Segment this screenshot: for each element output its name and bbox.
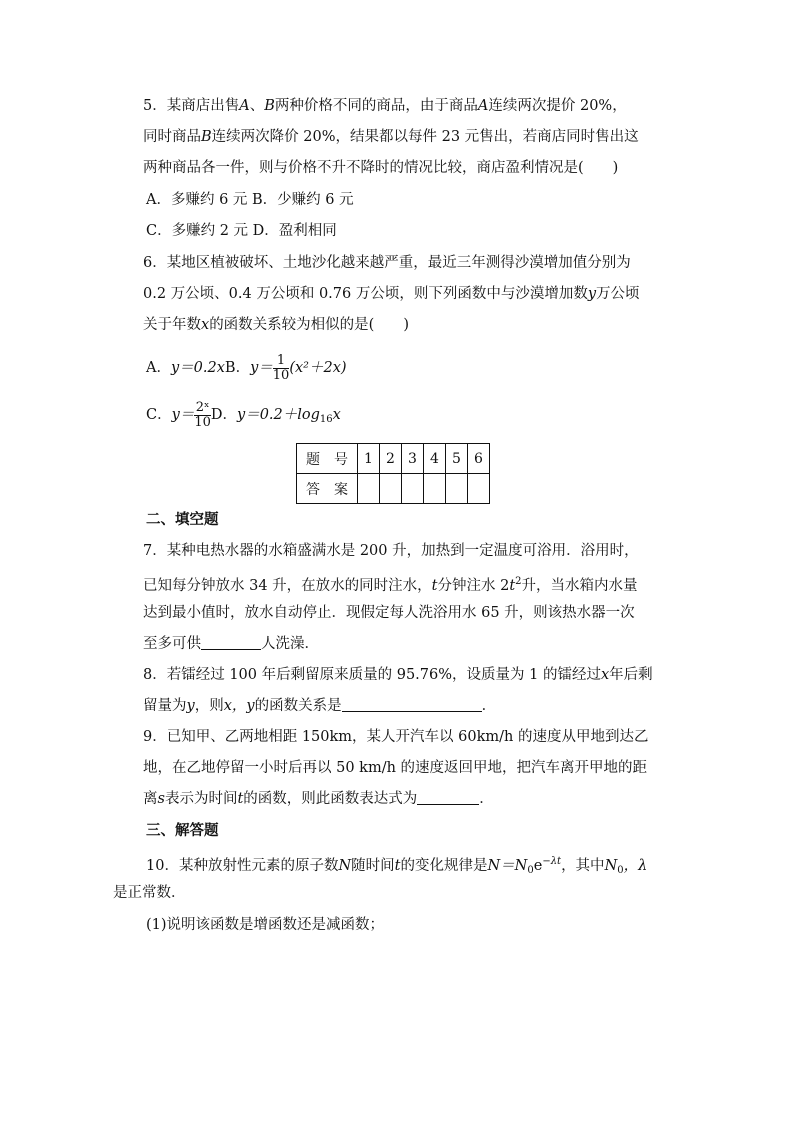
option-a-expression: y＝0.2x	[170, 360, 225, 376]
text: 10．某种放射性元素的原子数	[146, 858, 339, 874]
q5-options-ab: A．多赚约 6 元 B．少赚约 6 元	[146, 192, 354, 208]
text: 随时间	[351, 858, 395, 874]
q6-options-ab	[146, 353, 347, 383]
var-t: t	[509, 578, 516, 594]
var-x: x	[332, 407, 341, 423]
answer-blank[interactable]	[342, 697, 482, 712]
var-n: N	[338, 858, 352, 874]
var-lambda: ，λ	[623, 858, 648, 874]
text: 的变化规律是	[400, 858, 488, 874]
euler-e: e	[533, 858, 543, 874]
q6-line2	[143, 284, 640, 304]
text: 离	[143, 791, 158, 807]
option-label: A．	[146, 360, 171, 376]
option-b-lhs: y＝	[250, 360, 273, 376]
text: 关于年数	[143, 317, 201, 333]
var-xy: x，y	[223, 698, 255, 714]
q6-line1: 6．某地区植被破坏、土地沙化越来越严重，最近三年测得沙漠增加值分别为	[143, 255, 631, 271]
q5-line2	[143, 127, 639, 147]
option-c-lhs: y＝	[171, 407, 195, 423]
text: 5．某商店出售	[143, 98, 240, 114]
text: 的函数关系较为相似的是( )	[209, 317, 410, 333]
q7-line2	[143, 572, 638, 596]
fraction	[273, 354, 290, 383]
answer-table	[296, 443, 490, 504]
answer-cell	[402, 474, 424, 504]
q10-line2: 是正常数．	[113, 885, 186, 901]
text: 升，当水箱内水量	[521, 578, 638, 594]
q8-line1	[143, 665, 653, 685]
text: 8．若镭经过 100 年后剩留原来质量的 95.76%，设质量为 1 的镭经过	[143, 667, 601, 683]
log-base: 16	[319, 414, 333, 425]
q6-line3	[143, 315, 409, 335]
var-b: B	[201, 129, 212, 145]
q8-line2	[143, 696, 496, 716]
q5-options-cd: C．多赚约 2 元 D．盈利相同	[146, 223, 337, 239]
text: 留量为	[143, 698, 187, 714]
text: ，则	[194, 698, 224, 714]
var-x: x	[600, 667, 610, 683]
var-x: x	[201, 317, 210, 333]
text: 表示为时间	[164, 791, 238, 807]
var-a: A	[239, 98, 250, 114]
var-t: t	[431, 578, 438, 594]
answer-blank[interactable]	[201, 635, 261, 650]
section-heading-solve: 三、解答题	[146, 822, 219, 839]
fraction	[194, 401, 211, 430]
q5-line3: 两种商品各一件，则与价格不升不降时的情况比较，商店盈利情况是( )	[143, 160, 619, 176]
var-t: t	[237, 791, 244, 807]
numerator: 1	[273, 354, 290, 369]
q10-line1	[146, 852, 647, 881]
text: 0.2 万公顷、0.4 万公顷和 0.76 万公顷，则下列函数中与沙漠增加数	[143, 286, 588, 302]
text: 人洗澡．	[261, 636, 319, 652]
q7-line4	[143, 634, 319, 654]
var-n: N	[604, 858, 618, 874]
denominator: 10	[194, 414, 211, 430]
denominator: 10	[272, 367, 290, 383]
option-b-rhs: (x²＋2x)	[289, 360, 347, 376]
answer-cell	[380, 474, 402, 504]
option-label: C．	[146, 407, 172, 423]
text: 的函数，则此函数表达式为	[243, 791, 418, 807]
q10-sub1: (1)说明该函数是增函数还是减函数；	[146, 917, 385, 933]
subscript: 0	[527, 865, 534, 876]
table-row	[297, 474, 490, 504]
text: 连续两次提价 20%，	[488, 98, 627, 114]
var-b: B	[264, 98, 275, 114]
exponent: −λt	[542, 856, 562, 867]
option-d-expression: y＝0.2＋log	[237, 407, 320, 423]
text: 连续两次降价 20%，结果都以每件 23 元售出，若商店同时售出这	[211, 129, 639, 145]
option-label: B．	[224, 360, 251, 376]
text: 同时商品	[143, 129, 201, 145]
option-label: D．	[210, 407, 237, 423]
table-row	[297, 444, 490, 474]
table-cell: 5	[446, 444, 468, 474]
answer-blank[interactable]	[417, 790, 479, 805]
text: 万公顷	[596, 286, 640, 302]
text: 至多可供	[143, 636, 201, 652]
numerator: 2ˣ	[195, 399, 210, 415]
answer-cell	[446, 474, 468, 504]
text: 已知每分钟放水 34 升，在放水的同时注水，	[143, 578, 432, 594]
q9-line2: 地，在乙地停留一小时后再以 50 km/h 的速度返回甲地，把汽车离开甲地的距	[143, 760, 648, 776]
table-cell: 2	[380, 444, 402, 474]
answer-cell	[358, 474, 380, 504]
var-t: t	[394, 858, 401, 874]
text: ．	[481, 698, 497, 714]
q7-line3: 达到最小值时，放水自动停止．现假定每人洗浴用水 65 升，则该热水器一次	[143, 605, 635, 621]
text: ，其中	[561, 858, 605, 874]
text: 两种价格不同的商品，由于商品	[274, 98, 478, 114]
answer-cell	[468, 474, 490, 504]
var-y: y	[186, 698, 195, 714]
text: ．	[479, 791, 494, 807]
q9-line1: 9．已知甲、乙两地相距 150km，某人开汽车以 60km/h 的速度从甲地到达乙	[143, 729, 649, 745]
var-a: A	[477, 98, 489, 114]
q9-line3	[143, 789, 494, 809]
subscript: 0	[617, 865, 624, 876]
text: 的函数关系是	[254, 698, 342, 714]
table-cell: 3	[402, 444, 424, 474]
q5-line1	[143, 96, 627, 116]
section-heading-fill-in: 二、填空题	[146, 511, 219, 528]
q7-line1: 7．某种电热水器的水箱盛满水是 200 升，加热到一定温度可浴用．浴用时，	[143, 543, 639, 559]
text: 年后剩	[609, 667, 653, 683]
table-cell: 6	[468, 444, 490, 474]
var-y: y	[587, 286, 597, 302]
exponent: 2	[515, 576, 522, 587]
text: 分钟注水 2	[437, 578, 510, 594]
table-answer-label: 答 案	[297, 474, 358, 504]
table-cell: 1	[358, 444, 380, 474]
q6-options-cd	[146, 400, 341, 435]
var-s: s	[157, 791, 165, 807]
answer-cell	[424, 474, 446, 504]
text: 、	[249, 98, 265, 114]
table-header-label: 题 号	[297, 444, 358, 474]
formula: N＝N	[487, 858, 528, 874]
table-cell: 4	[424, 444, 446, 474]
